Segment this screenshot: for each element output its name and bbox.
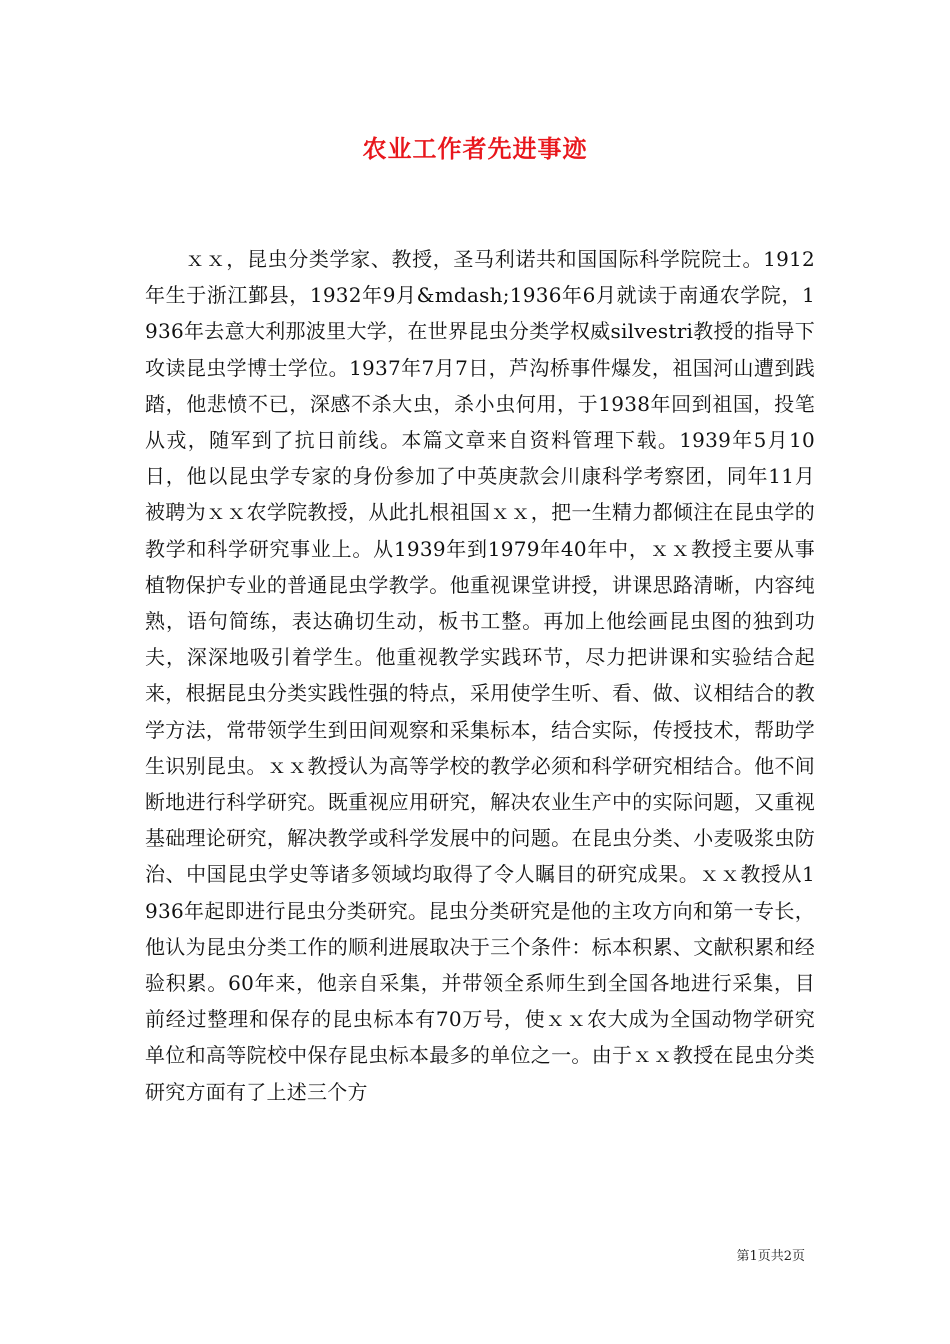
page-number-footer: 第1页共2页: [736, 1249, 805, 1264]
document-title: 农业工作者先进事迹: [362, 134, 588, 163]
body-paragraph: ｘｘ，昆虫分类学家、教授，圣马利诺共和国国际科学院院士。1912年生于浙江鄞县，1932年9月&mdash;1936年6月就读于南通农学院，1936年去意大利那波里大学，在世界昆虫分类学权威silvestri教授的指导下攻读昆虫学博士学位。1937年7月7日，芦沟桥事件爆发，祖国河山遭到践踏，他悲愤不已，深感不杀大虫，杀小虫何用，于1938年回到祖国，投笔从戎，随军到了抗日前线。本篇文章来自资料管理下载。1939年5月10日，他以昆虫学专家的身份参加了中英庚款会川康科学考察团，同年11月被聘为ｘｘ农学院教授，从此扎根祖国ｘｘ，把一生精力都倾注在昆虫学的教学和科学研究事业上。从1939年到1979年40年中，ｘｘ教授主要从事植物保护专业的普通昆虫学教学。他重视课堂讲授，讲课思路清晰，内容纯熟，语句简练，表达确切生动，板书工整。再加上他绘画昆虫图的独到功夫，深深地吸引着学生。他重视教学实践环节，尽力把讲课和实验结合起来，根据昆虫分类实践性强的特点，采用使学生听、看、做、议相结合的教学方法，常带领学生到田间观察和采集标本，结合实际，传授技术，帮助学生识别昆虫。ｘｘ教授认为高等学校的教学必须和科学研究相结合。他不间断地进行科学研究。既重视应用研究，解决农业生产中的实际问题，又重视基础理论研究，解决教学或科学发展中的问题。在昆虫分类、小麦吸浆虫防治、中国昆虫学史等诸多领域均取得了令人瞩目的研究成果。ｘｘ教授从1936年起即进行昆虫分类研究。昆虫分类研究是他的主攻方向和第一专长，他认为昆虫分类工作的顺利进展取决于三个条件：标本积累、文献积累和经验积累。60年来，他亲自采集，并带领全系师生到全国各地进行采集，目前经过整理和保存的昆虫标本有70万号，使ｘｘ农大成为全国动物学研究单位和高等院校中保存昆虫标本最多的单位之一。由于ｘｘ教授在昆虫分类研究方面有了上述三个方: [145, 247, 815, 1104]
